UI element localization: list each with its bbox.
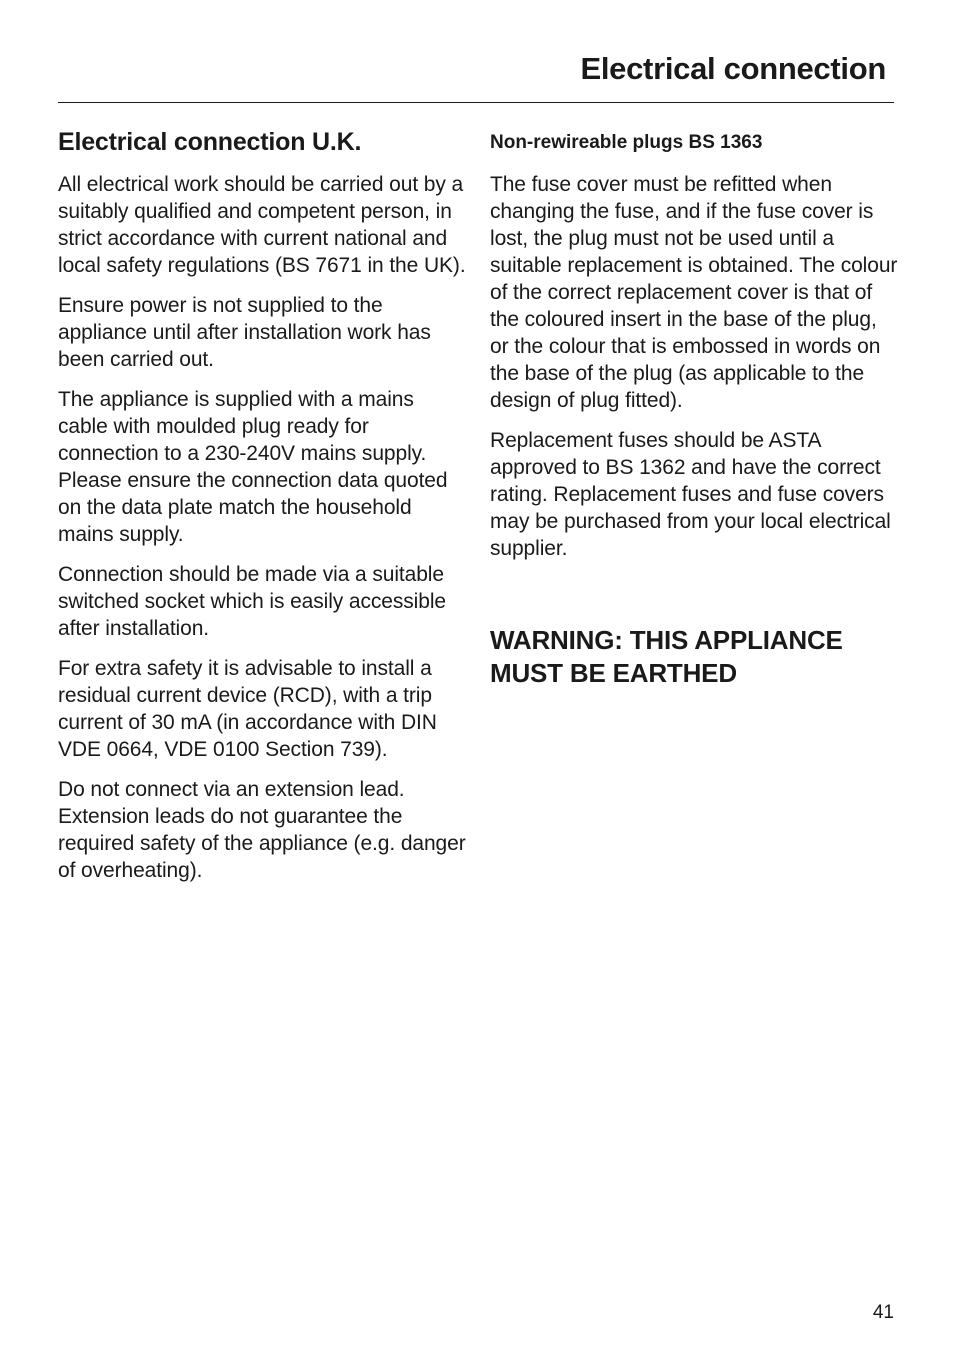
subheading-non-rewireable-plugs: Non-rewireable plugs BS 1363 xyxy=(490,132,763,153)
paragraph-replacement-fuses: Replacement fuses should be ASTA approved to BS 1362 and have the correct rating. Replacement fuses and fuse covers may be purchased from your local electrical supplier. xyxy=(490,429,891,560)
paragraph-extension-lead: Do not connect via an extension lead. Extension leads do not guarantee the required safety of the appliance (e.g. danger of overheating). xyxy=(58,778,466,882)
warning-earthed xyxy=(490,624,900,690)
section-heading-uk: Electrical connection U.K. xyxy=(58,128,362,156)
page-title: Electrical connection xyxy=(580,51,886,86)
warning-line-1: WARNING: THIS APPLIANCE xyxy=(490,625,843,655)
paragraph-mains-cable: The appliance is supplied with a mains cable with moulded plug ready for connection to a 230-240V mains supply. Please ensure the connection data quoted on the data plate match the household mains supply. xyxy=(58,388,448,546)
left-column xyxy=(58,125,468,897)
paragraph-switched-socket: Connection should be made via a suitable switched socket which is easily accessible after installation. xyxy=(58,563,446,640)
paragraph-rcd: For extra safety it is advisable to install a residual current device (RCD), with a trip current of 30 mA (in accordance with DIN VDE 0664, VDE 0100 Section 739). xyxy=(58,657,437,761)
right-column xyxy=(490,125,900,690)
paragraph-fuse-cover: The fuse cover must be refitted when changing the fuse, and if the fuse cover is lost, the plug must not be used until a suitable replacement is obtained. The colour of the correct replacement cover is that of the coloured insert in the base of the plug, or the colour that is embossed in words on the base of the plug (as applicable to the design of plug fitted). xyxy=(490,173,898,412)
paragraph-qualified-person: All electrical work should be carried out by a suitably qualified and competent person, in strict accordance with current national and local safety regulations (BS 7671 in the UK). xyxy=(58,173,466,277)
paragraph-power-off: Ensure power is not supplied to the appliance until after installation work has been carried out. xyxy=(58,294,431,371)
page-number: 41 xyxy=(872,1302,894,1323)
page-header xyxy=(58,50,894,103)
warning-line-2: MUST BE EARTHED xyxy=(490,658,737,688)
